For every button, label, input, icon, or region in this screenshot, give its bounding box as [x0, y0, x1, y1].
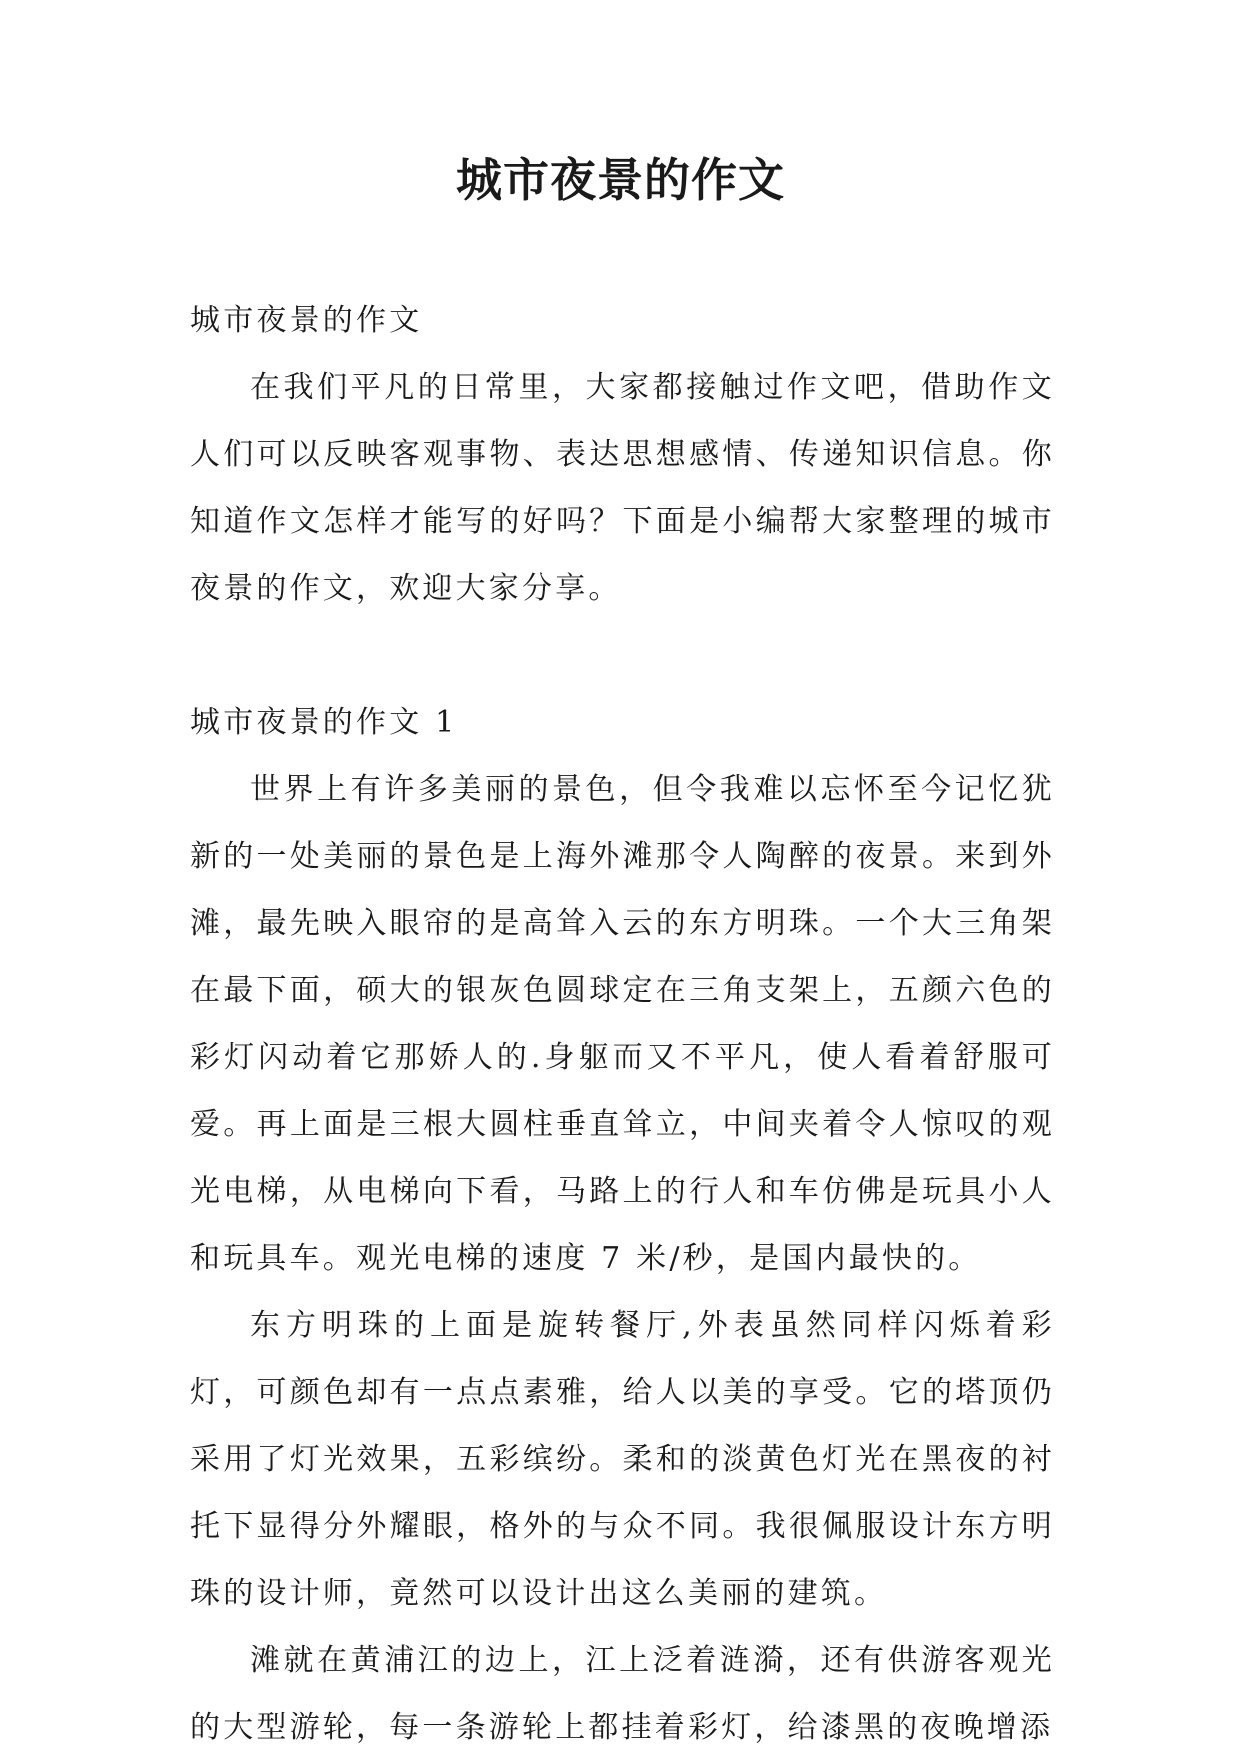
document-title: 城市夜景的作文	[456, 153, 785, 207]
section1-paragraph-2: 东方明珠的上面是旋转餐厅,外表虽然同样闪烁着彩灯，可颜色却有一点点素雅，给人以美的享受。它的塔顶仍采用了灯光效果，五彩缤纷。柔和的淡黄色灯光在黑夜的衬托下显得分外耀眼，格外的与众不同。我很佩服设计东方明珠的设计师，竟然可以设计出这么美丽的建筑。	[190, 1308, 1055, 1611]
document-body	[190, 287, 1055, 1761]
section1-heading: 城市夜景的作文 1	[190, 705, 458, 740]
section-spacer	[190, 622, 1055, 689]
intro-heading: 城市夜景的作文	[190, 303, 423, 338]
intro-paragraph: 在我们平凡的日常里，大家都接触过作文吧，借助作文人们可以反映客观事物、表达思想感情、传递知识信息。你知道作文怎样才能写的好吗？下面是小编帮大家整理的城市夜景的作文，欢迎大家分享。	[190, 370, 1055, 606]
section1-paragraph-3: 滩就在黄浦江的边上，江上泛着涟漪，还有供游客观光的大型游轮，每一条游轮上都挂着彩灯，给漆黑的夜晚增添	[190, 1643, 1055, 1745]
section1-paragraph-1: 世界上有许多美丽的景色，但令我难以忘怀至今记忆犹新的一处美丽的景色是上海外滩那令人陶醉的夜景。来到外滩，最先映入眼帘的是高耸入云的东方明珠。一个大三角架在最下面，硕大的银灰色圆球定在三角支架上，五颜六色的彩灯闪动着它那娇人的.身躯而又不平凡，使人看着舒服可爱。再上面是三根大圆柱垂直耸立，中间夹着令人惊叹的观光电梯，从电梯向下看，马路上的行人和车仿佛是玩具小人和玩具车。观光电梯的速度 7 米/秒，是国内最快的。	[190, 772, 1055, 1276]
